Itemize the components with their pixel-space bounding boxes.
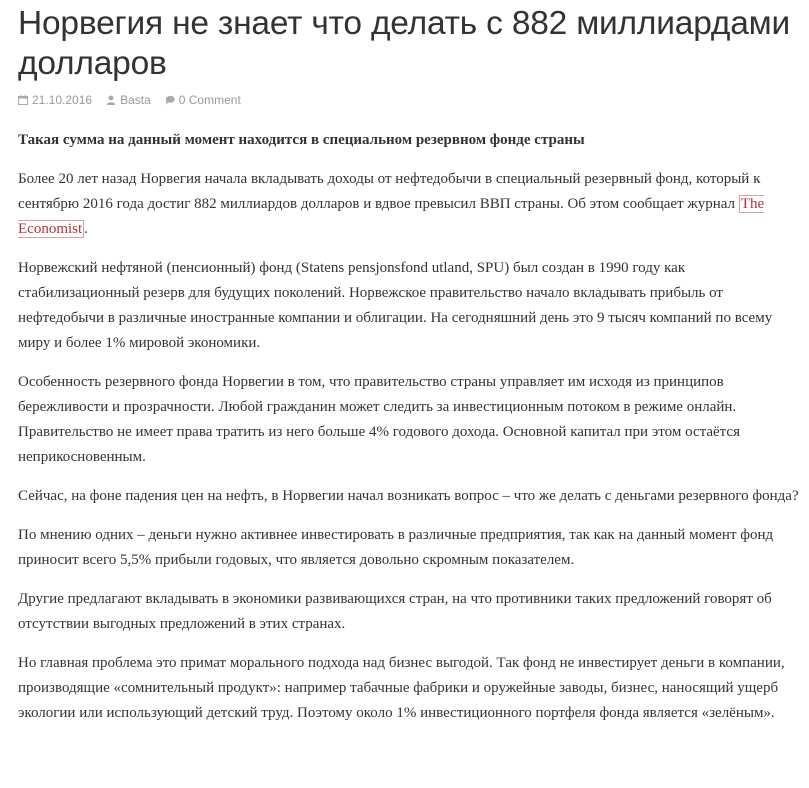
calendar-icon [18,95,28,105]
paragraph-1-text: Более 20 лет назад Норвегия начала вкладывать доходы от нефтедобычи в специальный резервный фонд, который к сентябрю 2016 года достиг 882 миллиардов долларов и вдвое превысил ВВП страны. Об этом сообщает журнал [18,171,761,212]
article-body [18,128,801,726]
paragraph-3: Особенность резервного фонда Норвегии в том, что правительство страны управляет им исходя из принципов бережливости и прозрачности. Любой гражданин может следить за инвестиционным потоком в режиме онлайн. Правительство не имеет права тратить из него больше 4% годового дохода. Основной капитал при этом остаётся неприкосновенным. [18,374,740,465]
post-date-text: 21.10.2016 [32,93,93,107]
post-author-text[interactable]: Basta [120,93,151,107]
paragraph-4: Сейчас, на фоне падения цен на нефть, в Норвегии начал возникать вопрос – что же делать с деньгами резервного фонда? [18,488,799,504]
article-lead: Такая сумма на данный момент находится в специальном резервном фонде страны [18,132,585,148]
post-meta [18,90,801,110]
paragraph-5: По мнению одних – деньги нужно активнее инвестировать в различные предприятия, так как на данный момент фонд приносит всего 5,5% прибыли годовых, что является довольно скромным показателем. [18,527,774,568]
paragraph-1 [18,167,801,242]
post-author[interactable] [106,93,151,107]
post-comments-text[interactable]: 0 Comment [178,93,241,107]
comment-icon [165,95,175,105]
user-icon [106,95,116,105]
post-comments[interactable] [165,93,241,107]
paragraph-1-end: . [84,221,88,237]
article-title: Норвегия не знает что делать с 882 миллиардами долларов [18,5,790,82]
economist-link[interactable]: The Economist [18,196,765,237]
paragraph-6: Другие предлагают вкладывать в экономики развивающихся стран, на что противники таких предложений говорят об отсутствии выгодных предложений в этих странах. [18,591,772,632]
paragraph-2: Норвежский нефтяной (пенсионный) фонд (Statens pensjonsfond utland, SPU) был создан в 1990 году как стабилизационный резерв для будущих поколений. Норвежское правительство начало вкладывать прибыль от нефтедобычи в различные иностранные компании и облигации. На сегодняшний день это 9 тысяч компаний по всему миру и более 1% мировой экономики. [18,260,773,351]
post-date [18,93,92,107]
paragraph-7: Но главная проблема это примат морального подхода над бизнес выгодой. Так фонд не инвестирует деньги в компании, производящие «сомнительный продукт»: например табачные фабрики и оружейные заводы, бизнес, наносящий ущерб экологии или использующий детский труд. Поэтому около 1% инвестиционного портфеля фонда является «зелёным». [18,655,785,721]
